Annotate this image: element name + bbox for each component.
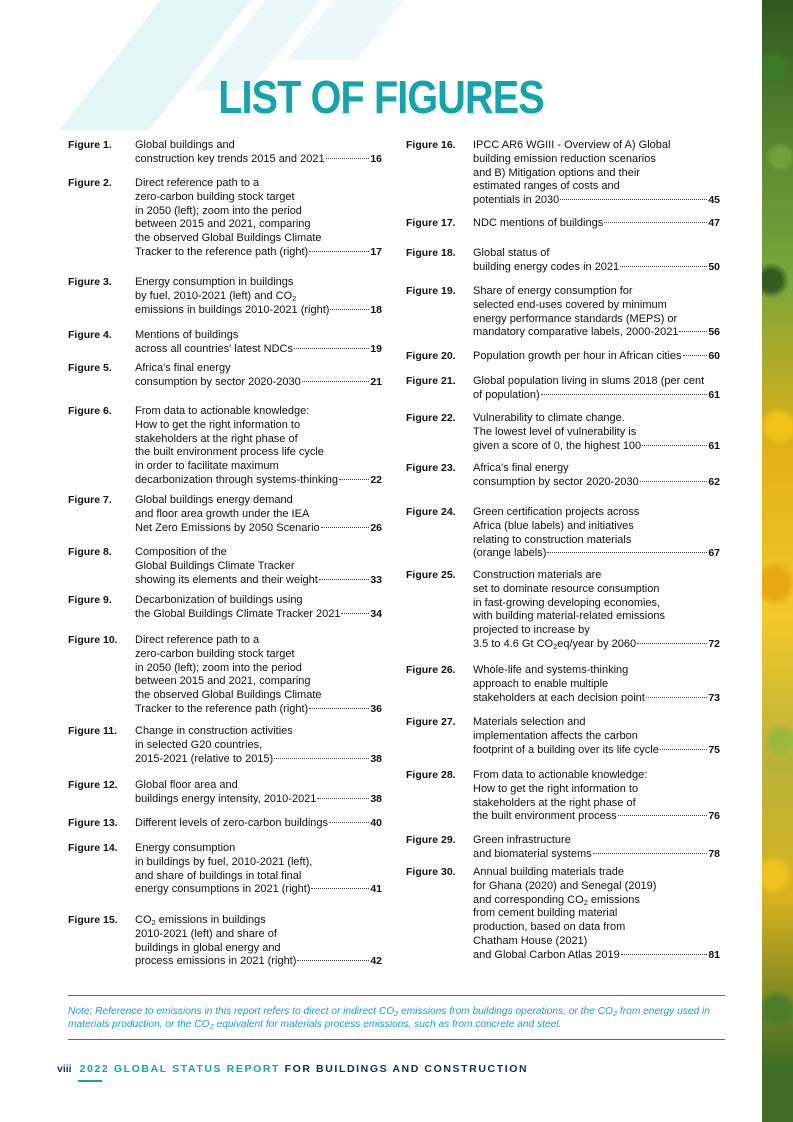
- figure-title-line: Energy consumption: [135, 842, 236, 854]
- dot-leader: [642, 445, 707, 446]
- dot-leader: [604, 222, 707, 223]
- figure-title-line: Africa's final energy: [473, 462, 569, 474]
- figure-title-line: in 2050 (left); zoom into the period: [135, 661, 302, 674]
- figure-entry[interactable]: [406, 350, 720, 364]
- dot-leader: [683, 355, 708, 356]
- figure-number: Figure 3.: [68, 276, 112, 288]
- figure-entry[interactable]: [406, 569, 720, 652]
- figure-entry[interactable]: [68, 817, 382, 831]
- figure-title-line: and biomaterial systems 78: [473, 847, 720, 860]
- figure-title: [473, 375, 720, 403]
- figure-title-line: energy consumptions in 2021 (right) 41: [135, 883, 382, 896]
- figure-title-line: The lowest level of vulnerability is: [473, 425, 637, 438]
- dot-leader: [560, 199, 707, 200]
- figure-title: [135, 276, 382, 317]
- figure-title: [135, 362, 382, 390]
- figure-number: Figure 23.: [406, 462, 456, 474]
- page-footer: [57, 1063, 528, 1075]
- figure-title-line: process emissions in 2021 (right) 42: [135, 955, 382, 968]
- figure-title-line: Share of energy consumption for: [473, 285, 633, 297]
- page-ref[interactable]: 78: [708, 847, 720, 860]
- dot-leader: [302, 381, 370, 382]
- page-title: LIST OF FIGURES: [218, 71, 544, 123]
- figure-title-line: with building material-related emissions: [473, 610, 665, 623]
- figure-title-line: From data to actionable knowledge:: [473, 769, 648, 781]
- dot-leader: [646, 697, 707, 698]
- figure-title-line: How to get the right information to: [135, 418, 301, 431]
- figure-title-line: buildings in global energy and: [135, 941, 281, 954]
- figure-title: [135, 842, 382, 897]
- figure-title-line: Different levels of zero-carbon buildings 40: [135, 817, 382, 829]
- page-ref[interactable]: 36: [370, 702, 382, 715]
- dot-leader: [621, 954, 708, 955]
- page-ref[interactable]: 38: [370, 752, 382, 765]
- figure-title: [135, 594, 382, 622]
- figure-title-line: Global Buildings Climate Tracker: [135, 559, 295, 572]
- figure-title: [473, 285, 720, 340]
- figure-title-line: stakeholders at the right phase of: [473, 796, 636, 809]
- figure-title-line: and Global Carbon Atlas 2019 81: [473, 948, 720, 961]
- figure-title-line: From data to actionable knowledge:: [135, 405, 310, 417]
- dot-leader: [679, 331, 707, 332]
- figure-title-line: NDC mentions of buildings 47: [473, 217, 720, 229]
- figure-number: Figure 6.: [68, 405, 112, 417]
- figure-title-line: set to dominate resource consumption: [473, 582, 660, 595]
- figure-title-line: in order to facilitate maximum: [135, 460, 279, 473]
- dot-leader: [660, 749, 707, 750]
- figure-title: [135, 779, 382, 807]
- figure-title-line: Global floor area and: [135, 779, 238, 791]
- page-ref[interactable]: 47: [708, 217, 720, 229]
- figure-title-line: the built environment process life cycle: [135, 446, 324, 459]
- figure-number: Figure 28.: [406, 769, 456, 781]
- figure-title: [473, 247, 720, 275]
- figure-title-line: relating to construction materials: [473, 533, 632, 546]
- figure-title-line: production, based on data from: [473, 921, 626, 934]
- figure-title-line: Global buildings energy demand: [135, 494, 293, 506]
- figure-title-line: Tracker to the reference path (right) 36: [135, 702, 382, 715]
- page-ref[interactable]: 33: [370, 573, 382, 586]
- figure-title-line: (orange labels) 67: [473, 547, 720, 560]
- figure-number: Figure 7.: [68, 494, 112, 506]
- figure-title: [473, 217, 720, 231]
- figure-entry[interactable]: [406, 716, 720, 757]
- dot-leader: [620, 266, 707, 267]
- figure-title: [135, 914, 382, 969]
- dot-leader: [321, 527, 370, 528]
- figure-title: [135, 725, 382, 766]
- figure-title-line: Mentions of buildings: [135, 329, 239, 341]
- figure-number: Figure 18.: [406, 247, 456, 259]
- figure-title: [473, 412, 720, 453]
- figure-title-line: the observed Global Buildings Climate: [135, 232, 322, 245]
- figure-title-line: energy performance standards (MEPS) or: [473, 312, 678, 325]
- page-ref[interactable]: 38: [370, 792, 382, 805]
- page-ref[interactable]: 75: [708, 743, 720, 756]
- figure-title: [473, 569, 720, 652]
- figure-number: Figure 16.: [406, 139, 456, 151]
- footer-accent-bar: [78, 1080, 102, 1082]
- figure-title-line: building energy codes in 2021 50: [473, 260, 720, 273]
- figure-number: Figure 13.: [68, 817, 118, 829]
- figure-number: Figure 4.: [68, 329, 112, 341]
- figure-title-line: Africa (blue labels) and initiatives: [473, 519, 634, 532]
- dot-leader: [329, 822, 369, 823]
- page-ref[interactable]: 67: [708, 547, 720, 560]
- figure-title-line: Materials selection and: [473, 716, 586, 728]
- figure-title-line: Whole-life and systems-thinking: [473, 664, 629, 676]
- figure-title: [473, 716, 720, 757]
- dot-leader: [294, 348, 369, 349]
- page-ref[interactable]: 42: [370, 955, 382, 968]
- figure-number: Figure 9.: [68, 594, 112, 606]
- note-text: Note: Reference to emissions in this report refers to direct or indirect $CO_2$ emissions from buildings operations, or the $CO_2$ from energy used in materials production, or the $CO_2$ equivalent for materials process emissions, such as from concrete and steel.: [68, 1006, 710, 1031]
- page-ref[interactable]: 22: [370, 473, 382, 486]
- figure-title-line: between 2015 and 2021, comparing: [135, 675, 311, 688]
- figure-title-line: between 2015 and 2021, comparing: [135, 218, 311, 231]
- dot-leader: [330, 309, 369, 310]
- figure-title-line: Global buildings and: [135, 139, 235, 151]
- page-ref[interactable]: 26: [370, 521, 382, 534]
- figure-number: Figure 12.: [68, 779, 118, 791]
- figure-title-line: and floor area growth under the IEA: [135, 507, 310, 520]
- dot-leader: [541, 394, 708, 395]
- figure-number: Figure 19.: [406, 285, 456, 297]
- figure-entry[interactable]: [68, 494, 382, 535]
- figure-title-line: showing its elements and their weight 33: [135, 573, 382, 586]
- figure-title-line: Chatham House (2021): [473, 934, 588, 947]
- figure-title-line: stakeholders at the right phase of: [135, 432, 298, 445]
- figure-title-line: mandatory comparative labels, 2000-2021 56: [473, 326, 720, 339]
- figure-entry[interactable]: [406, 506, 720, 561]
- figure-entry[interactable]: [68, 725, 382, 766]
- figure-title-line: selected end-uses covered by minimum: [473, 298, 667, 311]
- page-ref[interactable]: 62: [708, 475, 720, 488]
- figure-title-line: in selected G20 countries,: [135, 738, 263, 751]
- dot-leader: [640, 481, 708, 482]
- figure-entry[interactable]: [406, 866, 720, 963]
- figure-title-line: and share of buildings in total final: [135, 869, 302, 882]
- figure-title-line: Annual building materials trade: [473, 866, 625, 878]
- note-top-rule: [68, 995, 725, 996]
- dot-leader: [297, 960, 369, 961]
- figure-entry[interactable]: [68, 329, 382, 357]
- figure-number: Figure 26.: [406, 664, 456, 676]
- figure-title-line: building emission reduction scenarios: [473, 152, 656, 165]
- page-ref[interactable]: 81: [708, 948, 720, 961]
- figure-number: Figure 5.: [68, 362, 112, 374]
- figure-title-line: $CO_2$ emissions in buildings: [135, 914, 266, 927]
- figure-title: [135, 405, 382, 488]
- dot-leader: [319, 579, 369, 580]
- figure-title-line: Africa's final energy: [135, 362, 231, 374]
- figure-title-line: construction key trends 2015 and 2021 16: [135, 152, 382, 165]
- figure-title-line: stakeholders at each decision point 73: [473, 691, 720, 704]
- figure-entry[interactable]: [406, 412, 720, 453]
- figure-title: [473, 834, 720, 862]
- page-ref[interactable]: 16: [370, 152, 382, 165]
- figure-number: Figure 30.: [406, 866, 456, 878]
- figure-title-line: How to get the right information to: [473, 782, 639, 795]
- page-ref[interactable]: 45: [708, 194, 720, 207]
- page-ref[interactable]: 50: [708, 260, 720, 273]
- figure-entry[interactable]: [68, 276, 382, 317]
- page-ref[interactable]: 17: [370, 245, 382, 258]
- figure-title-line: IPCC AR6 WGIII - Overview of A) Global: [473, 139, 671, 151]
- page-ref[interactable]: 56: [708, 326, 720, 339]
- figure-entry[interactable]: [68, 914, 382, 969]
- dot-leader: [317, 798, 369, 799]
- page-ref[interactable]: 76: [708, 810, 720, 823]
- figure-title: [473, 506, 720, 561]
- page-ref[interactable]: 61: [708, 439, 720, 452]
- page-ref[interactable]: 21: [370, 375, 382, 388]
- figure-entry[interactable]: [406, 217, 720, 231]
- figure-title: [135, 494, 382, 535]
- figure-title-line: Green certification projects across: [473, 506, 640, 518]
- side-photo-strip: [762, 0, 793, 1122]
- figure-title: [473, 139, 720, 208]
- figure-title: [135, 329, 382, 357]
- figure-title-line: Energy consumption in buildings: [135, 276, 294, 288]
- figure-title-line: Net Zero Emissions by 2050 Scenario 26: [135, 521, 382, 534]
- figure-title-line: Green infrastructure: [473, 834, 571, 846]
- figure-title-line: approach to enable multiple: [473, 677, 609, 690]
- figure-title-line: the Global Buildings Climate Tracker 2021 34: [135, 607, 382, 620]
- figure-title: [473, 462, 720, 490]
- figure-title-line: the built environment process 76: [473, 810, 720, 823]
- figure-title-line: in fast-growing developing economies,: [473, 596, 661, 609]
- figure-entry[interactable]: [406, 664, 720, 705]
- figure-title-line: Tracker to the reference path (right) 17: [135, 245, 382, 258]
- dot-leader: [593, 853, 708, 854]
- figure-title: [473, 664, 720, 705]
- figure-number: Figure 14.: [68, 842, 118, 854]
- dot-leader: [309, 251, 369, 252]
- figure-entry[interactable]: [68, 594, 382, 622]
- figure-entry[interactable]: [68, 634, 382, 717]
- figure-number: Figure 21.: [406, 375, 456, 387]
- figure-title-line: Direct reference path to a: [135, 177, 260, 189]
- figure-entry[interactable]: [68, 139, 382, 167]
- figure-entry[interactable]: [406, 139, 720, 208]
- figure-number: Figure 20.: [406, 350, 456, 362]
- figure-title-line: Construction materials are: [473, 569, 602, 581]
- figure-title-line: footprint of a building over its life cycle 75: [473, 743, 720, 756]
- figure-title-line: projected to increase by: [473, 624, 590, 637]
- page-ref[interactable]: 72: [708, 637, 720, 650]
- figure-title-line: zero-carbon building stock target: [135, 647, 295, 660]
- figure-title-line: the observed Global Buildings Climate: [135, 689, 322, 702]
- figure-title-line: Global population living in slums 2018 (per cent: [473, 375, 705, 387]
- figure-number: Figure 17.: [406, 217, 456, 229]
- figure-title-line: Global status of: [473, 247, 550, 259]
- figure-number: Figure 25.: [406, 569, 456, 581]
- figure-title-line: 3.5 to 4.6 Gt $CO_2eq$/year by 2060 72: [473, 637, 720, 651]
- page-ref[interactable]: 61: [708, 388, 720, 401]
- figure-title-line: of population) 61: [473, 388, 720, 401]
- page-ref[interactable]: 19: [370, 342, 382, 355]
- figure-entry[interactable]: [68, 779, 382, 807]
- figure-number: Figure 24.: [406, 506, 456, 518]
- page-number: viii: [57, 1063, 72, 1075]
- figure-title-line: for Ghana (2020) and Senegal (2019): [473, 879, 657, 892]
- dot-leader: [339, 479, 369, 480]
- figure-entry[interactable]: [406, 247, 720, 275]
- figure-title-line: given a score of 0, the highest 100 61: [473, 439, 720, 452]
- figure-title-line: consumption by sector 2020-2030 21: [135, 375, 382, 388]
- page-ref[interactable]: 41: [370, 883, 382, 896]
- dot-leader: [274, 758, 369, 759]
- figure-title-line: potentials in 2030 45: [473, 194, 720, 207]
- figure-title-line: implementation affects the carbon: [473, 729, 638, 742]
- figure-title: [473, 866, 720, 963]
- figure-number: Figure 15.: [68, 914, 118, 926]
- figure-number: Figure 2.: [68, 177, 112, 189]
- figure-entry[interactable]: [406, 375, 720, 403]
- figure-entry[interactable]: [406, 834, 720, 862]
- figure-title-line: 2015-2021 (relative to 2015) 38: [135, 752, 382, 765]
- figure-entry[interactable]: [406, 769, 720, 824]
- dot-leader: [547, 552, 707, 553]
- figure-number: Figure 1.: [68, 139, 112, 151]
- page-ref[interactable]: 40: [370, 817, 382, 829]
- figure-title-line: and B) Mitigation options and their: [473, 166, 640, 179]
- figure-title-line: Composition of the: [135, 546, 227, 558]
- figure-title: [135, 634, 382, 717]
- figure-entry[interactable]: [68, 362, 382, 390]
- page-ref[interactable]: 18: [370, 303, 382, 316]
- figure-title-line: 2010-2021 (left) and share of: [135, 927, 277, 940]
- figure-title: [135, 139, 382, 167]
- figure-title-line: by fuel, 2010-2021 (left) and $CO_2$: [135, 289, 297, 303]
- figure-entry[interactable]: [406, 462, 720, 490]
- figure-title-line: zero-carbon building stock target: [135, 190, 295, 203]
- figure-number: Figure 10.: [68, 634, 118, 646]
- dot-leader: [637, 643, 707, 644]
- figure-entry[interactable]: [406, 285, 720, 340]
- figure-title: [135, 546, 382, 587]
- dot-leader: [309, 708, 369, 709]
- figure-number: Figure 29.: [406, 834, 456, 846]
- dot-leader: [326, 158, 370, 159]
- figure-title-line: buildings energy intensity, 2010-2021 38: [135, 792, 382, 805]
- dot-leader: [618, 815, 708, 816]
- figure-title-line: from cement building material: [473, 907, 618, 920]
- figure-title-line: estimated ranges of costs and: [473, 180, 620, 193]
- figure-entry[interactable]: [68, 405, 382, 488]
- figure-title-line: Change in construction activities: [135, 725, 293, 737]
- figure-title-line: and corresponding $CO_2$ emissions: [473, 893, 640, 907]
- figure-title-line: in 2050 (left); zoom into the period: [135, 204, 302, 217]
- figure-entry[interactable]: [68, 546, 382, 587]
- dot-leader: [341, 613, 369, 614]
- note-bottom-rule: [68, 1039, 725, 1040]
- page-ref[interactable]: 73: [708, 691, 720, 704]
- figure-title-line: consumption by sector 2020-2030 62: [473, 475, 720, 488]
- figure-title-line: in buildings by fuel, 2010-2021 (left),: [135, 855, 313, 868]
- figure-title-line: Direct reference path to a: [135, 634, 260, 646]
- figure-number: Figure 27.: [406, 716, 456, 728]
- report-subtitle: FOR BUILDINGS AND CONSTRUCTION: [284, 1063, 529, 1075]
- dot-leader: [311, 888, 369, 889]
- figure-number: Figure 11.: [68, 725, 118, 737]
- figure-title-line: decarbonization through systems-thinking 22: [135, 473, 382, 486]
- figure-title-line: across all countries' latest NDCs 19: [135, 342, 382, 355]
- figure-title-line: Population growth per hour in African cities 60: [473, 350, 720, 362]
- figure-entry[interactable]: [68, 842, 382, 897]
- figure-title-line: Decarbonization of buildings using: [135, 594, 303, 606]
- figure-number: Figure 8.: [68, 546, 112, 558]
- report-title: 2022 GLOBAL STATUS REPORT: [79, 1063, 281, 1075]
- figure-entry[interactable]: [68, 177, 382, 260]
- figure-title-line: Vulnerability to climate change.: [473, 412, 625, 424]
- figure-title: [135, 817, 382, 831]
- figure-title-line: emissions in buildings 2010-2021 (right) 18: [135, 303, 382, 316]
- figure-title: [473, 350, 720, 364]
- figure-title: [135, 177, 382, 260]
- figure-title: [473, 769, 720, 824]
- page-ref[interactable]: 34: [370, 607, 382, 620]
- page-ref[interactable]: 60: [708, 350, 720, 362]
- figure-number: Figure 22.: [406, 412, 456, 424]
